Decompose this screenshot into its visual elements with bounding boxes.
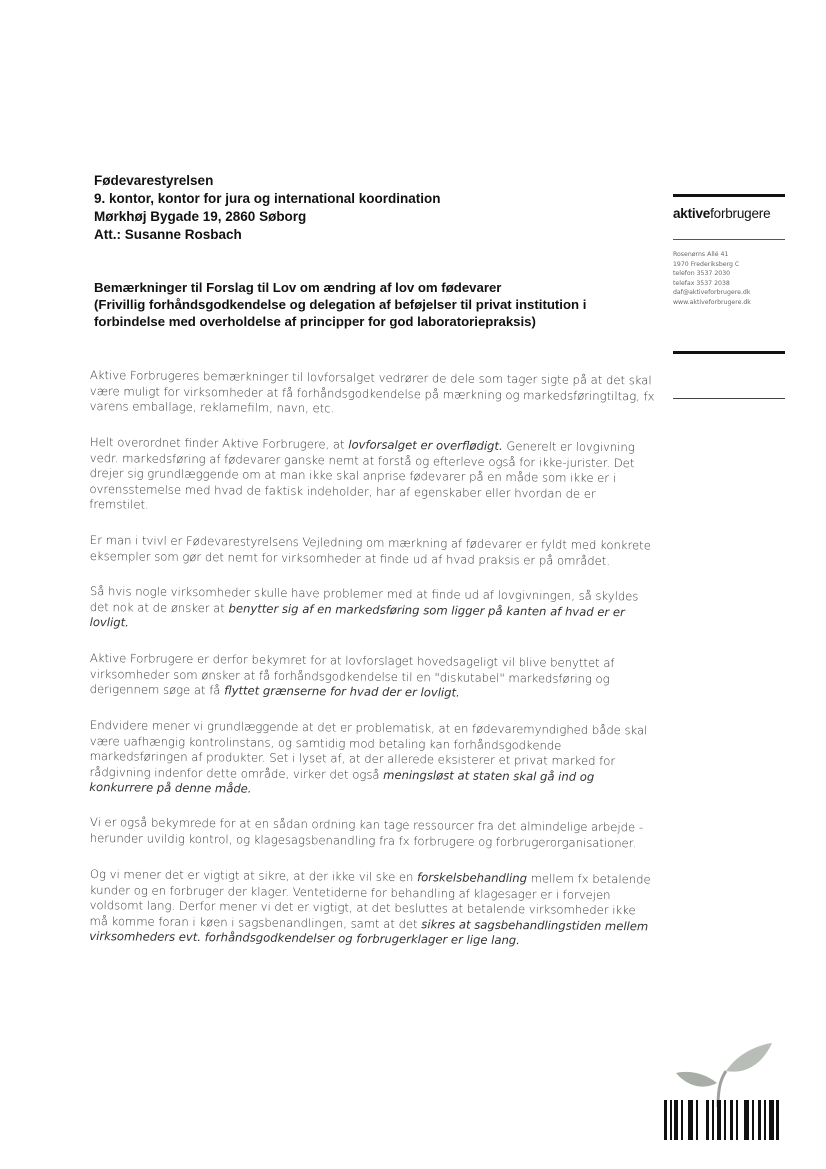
recipient-street: Mørkhøj Bygade 19, 2860 Søborg <box>94 209 307 224</box>
subject-line: (Frivillig forhåndsgodkendelse og delegation af beføjelser til privat institution i <box>94 297 587 312</box>
recipient-department: 9. kontor, kontor for jura og international koordination <box>94 191 441 206</box>
recipient-name: Fødevarestyrelsen <box>94 173 214 188</box>
paragraph: Vi er også bekymrede for at en sådan ordning kan tage ressourcer fra det almindelige arbejde - herunder uvildig kontrol, og klagesagsbenandling fra fx forbrugere og forbrugerorganisationer. <box>89 815 644 851</box>
sidebar-rule-thin <box>673 239 785 240</box>
paragraph: Og vi mener det er vigtigt at sikre, at der ikke vil ske en forskelsbehandling mellem fx betalende kunder og en forbruger der klager. Ventetiderne for behandling af klagesager er i forvejen voldsomt lang. Derfor mener vi det er vigtigt, at det besluttes at betalende virksomheder ikke må komme foran i køen i sagsbenandlingen, samt at det sikres at sagsbehandlingstiden mellem virksomheders evt. forhåndsgodkendelser og forbrugerklager er lige lang. <box>89 866 651 948</box>
sidebar-rule-top <box>673 194 785 197</box>
sender-address-line: Rosenørns Allé 41 <box>673 251 729 258</box>
paragraph: Er man i tvivl er Fødevarestyrelsens Vejledning om mærkning af fødevarer er fyldt med konkrete eksempler som gør det nemt for virksomheder at finde ud af hvad praksis er på området. <box>89 532 651 568</box>
sender-sidebar <box>673 194 785 307</box>
brand-rest: forbrugere <box>710 206 771 221</box>
sprout-leaf-icon <box>660 1035 780 1110</box>
sender-fax: telefax 3537 2038 <box>673 279 730 287</box>
sender-email: daf@aktiveforbrugere.dk <box>673 289 751 296</box>
sender-website: www.aktiveforbrugere.dk <box>673 298 751 306</box>
subject-line: forbindelse med overholdelse af principper for god laboratoriepraksis) <box>94 314 536 329</box>
subject-line: Bemærkninger til Forslag til Lov om ændring af lov om fødevarer <box>94 280 502 295</box>
sender-address <box>673 250 785 307</box>
brand-bold: aktive <box>673 206 711 221</box>
sender-logo-text <box>673 206 785 221</box>
sender-address-line: 1970 Frederiksberg C <box>673 260 740 268</box>
sidebar-rule-middle <box>673 351 785 354</box>
letter-body <box>90 368 658 965</box>
paragraph: Helt overordnet finder Aktive Forbrugere, at lovforsalget er overflødigt. Generelt er lovgivning vedr. markedsføring af fødevarer ganske nemt at forstå og efterleve også for ikke-jurister. Det drejer sig grundlæggende om at man ikke skal anprise fødevarer på en måde som ikke er i ovrensstemelse med hvad de faktisk indeholder, har af egenskaber eller hvordan de er fremstilet. <box>89 434 635 512</box>
letter-subject <box>94 279 654 330</box>
recipient-address <box>94 172 614 244</box>
sender-phone: telefon 3537 2030 <box>673 270 731 277</box>
paragraph: Så hvis nogle virksomheder skulle have problemer med at finde ud af lovgivningen, så skyldes det nok at de ønsker at benytter sig af en markedsføring som ligger på kanten af hvad er er lovligt. <box>89 583 639 630</box>
paragraph: Endvidere mener vi grundlæggende at det er problematisk, at en fødevaremyndighed både skal være uafhængig kontrolinstans, og samtidig mod betaling kan forhåndsgodkende markedsføringen af produkter. Set i lyset af, at der allerede eksisterer et privat marked for rådgivning indenfor dette område, virker det også meningsløst at staten skal gå ind og konkurrere på denne måde. <box>89 717 648 796</box>
sidebar-rule-bottom <box>673 398 785 399</box>
paragraph: Aktive Forbrugere er derfor bekymret for at lovforslaget hovedsageligt vil blive benyttet af virksomheder som ønsker at få forhåndsgodkendelse til en "diskutabel" markedsføring og derigennem søge at få flyttet grænserne for hvad der er lovligt. <box>89 650 615 700</box>
barcode-icon <box>662 1100 780 1140</box>
paragraph: Aktive Forbrugeres bemærkninger til lovforsalget vedrører de dele som tager sigte på at det skal være muligt for virksomheder at få forhåndsgodkendelse på mærkning og markedsføringtiltag, fx varens emballage, reklamefilm, navn, etc. <box>89 368 655 416</box>
recipient-attention: Att.: Susanne Rosbach <box>94 227 242 242</box>
